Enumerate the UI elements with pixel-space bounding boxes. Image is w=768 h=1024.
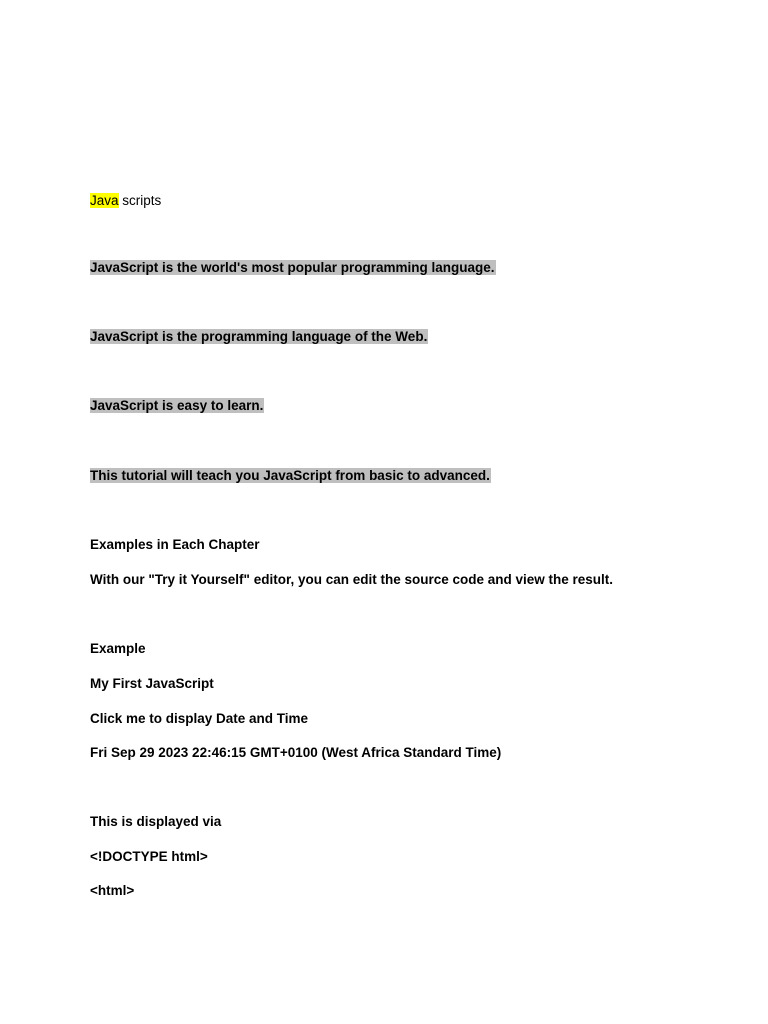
example-label: Example — [90, 641, 146, 656]
title-rest: scripts — [118, 193, 162, 208]
example-output: Fri Sep 29 2023 22:46:15 GMT+0100 (West Africa Standard Time) — [90, 745, 502, 760]
highlighted-text: JavaScript is the world's most popular programming language. — [90, 260, 495, 275]
examples-text: With our "Try it Yourself" editor, you can edit the source code and view the result. — [90, 572, 614, 587]
highlighted-paragraph-4 — [90, 467, 491, 484]
code-line-doctype: <!DOCTYPE html> — [90, 849, 208, 864]
example-button-text: Click me to display Date and Time — [90, 711, 309, 726]
highlighted-text: JavaScript is easy to learn. — [90, 398, 264, 413]
highlighted-paragraph-3 — [90, 397, 264, 414]
title-highlighted-word: Java — [90, 193, 119, 208]
highlighted-text: This tutorial will teach you JavaScript from basic to advanced. — [90, 468, 490, 483]
example-title: My First JavaScript — [90, 676, 214, 691]
displayed-via-text: This is displayed via — [90, 814, 222, 829]
highlighted-paragraph-2 — [90, 328, 428, 345]
document-title — [90, 192, 161, 209]
code-line-html: <html> — [90, 883, 135, 898]
highlighted-paragraph-1 — [90, 259, 496, 276]
examples-heading: Examples in Each Chapter — [90, 537, 260, 552]
highlighted-text: JavaScript is the programming language of the Web. — [90, 329, 428, 344]
